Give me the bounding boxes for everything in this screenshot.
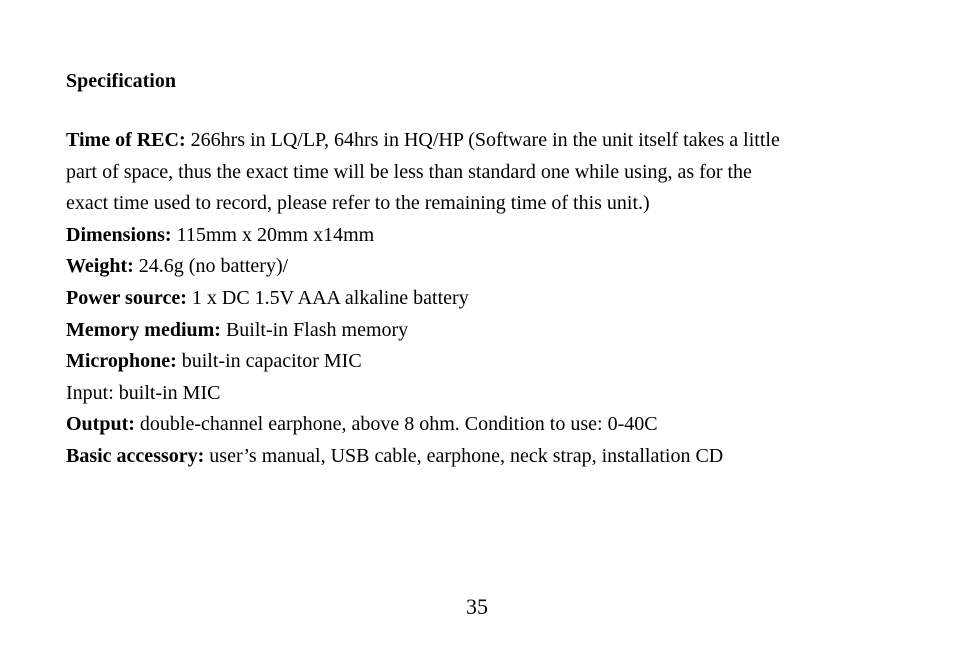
spec-output <box>66 409 896 441</box>
spec-power-source-value: 1 x DC 1.5V AAA alkaline battery <box>186 286 469 309</box>
page-number: 35 <box>466 594 488 619</box>
spec-weight <box>66 251 896 283</box>
spec-input: Input: built-in MIC <box>66 381 221 404</box>
spec-dimensions <box>66 220 896 252</box>
spec-dimensions-value: 115mm x 20mm x14mm <box>171 223 375 246</box>
spec-output-label: Output: <box>66 413 135 436</box>
spec-basic-accessory <box>66 441 896 473</box>
spec-basic-accessory-label: Basic accessory: <box>66 444 205 467</box>
spec-microphone <box>66 346 896 378</box>
spec-power-source-label: Power source: <box>66 286 187 309</box>
spec-microphone-label: Microphone: <box>66 350 177 373</box>
spec-time-of-rec-line-2: part of space, thus the exact time will be less than standard one while using, as for the <box>66 160 752 183</box>
spec-time-of-rec-label: Time of REC: <box>66 129 186 151</box>
spec-weight-value: 24.6g (no battery)/ <box>133 255 289 278</box>
spec-dimensions-label: Dimensions: <box>66 223 172 246</box>
section-title: Specification <box>66 70 176 92</box>
spec-memory-medium <box>66 315 896 347</box>
spec-microphone-value: built-in capacitor MIC <box>176 350 362 373</box>
spec-time-of-rec-line-1 <box>66 125 896 157</box>
spec-time-of-rec-line-3: exact time used to record, please refer to the remaining time of this unit.) <box>66 192 650 215</box>
spec-time-of-rec-value-1: 266hrs in LQ/LP, 64hrs in HQ/HP (Software in the unit itself takes a little <box>185 129 780 151</box>
spec-power-source <box>66 283 896 315</box>
specification-list <box>66 125 896 473</box>
spec-basic-accessory-value: user’s manual, USB cable, earphone, neck strap, installation CD <box>204 444 724 467</box>
spec-memory-medium-value: Built-in Flash memory <box>220 318 409 341</box>
spec-weight-label: Weight: <box>66 255 134 278</box>
spec-memory-medium-label: Memory medium: <box>66 318 221 341</box>
spec-output-value: double-channel earphone, above 8 ohm. Condition to use: 0-40C <box>134 413 658 436</box>
